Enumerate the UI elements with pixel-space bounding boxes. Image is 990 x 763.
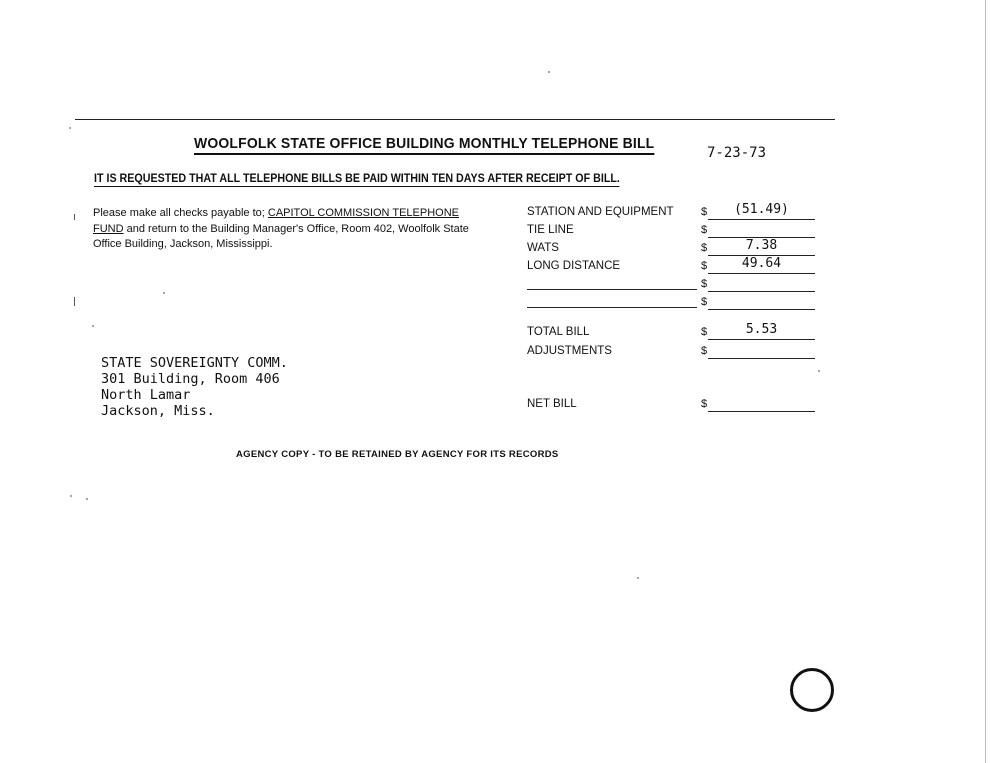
agency-copy-footer: AGENCY COPY - TO BE RETAINED BY AGENCY FOR ITS RECORDS [236, 449, 559, 460]
amount-line [708, 291, 815, 292]
dollar-sign: $ [701, 296, 708, 308]
blank-label-line [527, 289, 697, 290]
scan-speck [548, 71, 550, 73]
line-item-amount: (51.49) [734, 202, 789, 217]
total-bill-amount: 5.53 [745, 322, 778, 337]
net-bill-row [527, 397, 822, 415]
top-rule [75, 119, 835, 120]
line-item-amount: 49.64 [741, 256, 782, 271]
blank-label-line [527, 307, 697, 308]
instructions-suffix: and return to the Building Manager's Office, Room 402, Woolfolk State Office Building, Jackson, Mississippi. [93, 222, 469, 250]
address-line: Jackson, Miss. [101, 403, 215, 419]
line-item-blank-1 [527, 277, 822, 295]
address-line: STATE SOVEREIGNTY COMM. [101, 355, 288, 371]
dollar-sign: $ [701, 242, 708, 254]
net-bill-label: NET BILL [527, 398, 577, 410]
line-item-blank-2 [527, 295, 822, 313]
scan-mark [74, 297, 75, 306]
scan-speck [163, 292, 165, 294]
line-item-amount: 7.38 [745, 238, 778, 253]
scan-speck [637, 577, 639, 579]
line-item-station-equipment [527, 202, 822, 223]
recipient-address [101, 355, 288, 419]
line-item-long-distance [527, 256, 822, 277]
payee-name: CAPITOL COMMISSION TELEPHONE FUND [93, 207, 459, 235]
scan-speck [70, 495, 72, 497]
adjustments-row [527, 344, 822, 362]
amount-line [708, 219, 815, 220]
line-item-label: TIE LINE [527, 224, 574, 236]
form-title: WOOLFOLK STATE OFFICE BUILDING MONTHLY TELEPHONE BILL [194, 135, 654, 155]
amount-line [708, 273, 815, 274]
line-item-label: WATS [527, 242, 559, 254]
total-bill-label: TOTAL BILL [527, 326, 590, 338]
amount-line [708, 339, 815, 340]
line-item-label: LONG DISTANCE [527, 260, 621, 272]
dollar-sign: $ [701, 398, 708, 410]
adjustments-label: ADJUSTMENTS [527, 345, 612, 357]
amount-line [708, 358, 815, 359]
scan-speck [69, 127, 71, 129]
dollar-sign: $ [701, 224, 708, 236]
instructions-prefix: Please make all checks payable to; [93, 207, 268, 219]
amount-line [708, 411, 815, 412]
punch-hole-circle [790, 668, 834, 712]
address-line: 301 Building, Room 406 [101, 371, 280, 387]
dollar-sign: $ [701, 326, 708, 338]
payment-instructions [93, 206, 488, 253]
address-line: North Lamar [101, 387, 191, 403]
line-item-label: STATION AND EQUIPMENT [527, 206, 674, 218]
bill-date: 7-23-73 [707, 145, 767, 161]
dollar-sign: $ [701, 278, 708, 290]
amount-line [708, 309, 815, 310]
dollar-sign: $ [701, 206, 708, 218]
payment-request-notice: IT IS REQUESTED THAT ALL TELEPHONE BILLS BE PAID WITHIN TEN DAYS AFTER RECEIPT OF BILL. [94, 173, 620, 185]
dollar-sign: $ [701, 260, 708, 272]
scan-speck [92, 325, 94, 327]
page-edge [985, 0, 986, 763]
scan-speck [818, 370, 820, 372]
scan-mark [74, 214, 75, 220]
scan-speck [86, 498, 88, 500]
dollar-sign: $ [701, 345, 708, 357]
total-bill-row [527, 322, 822, 343]
